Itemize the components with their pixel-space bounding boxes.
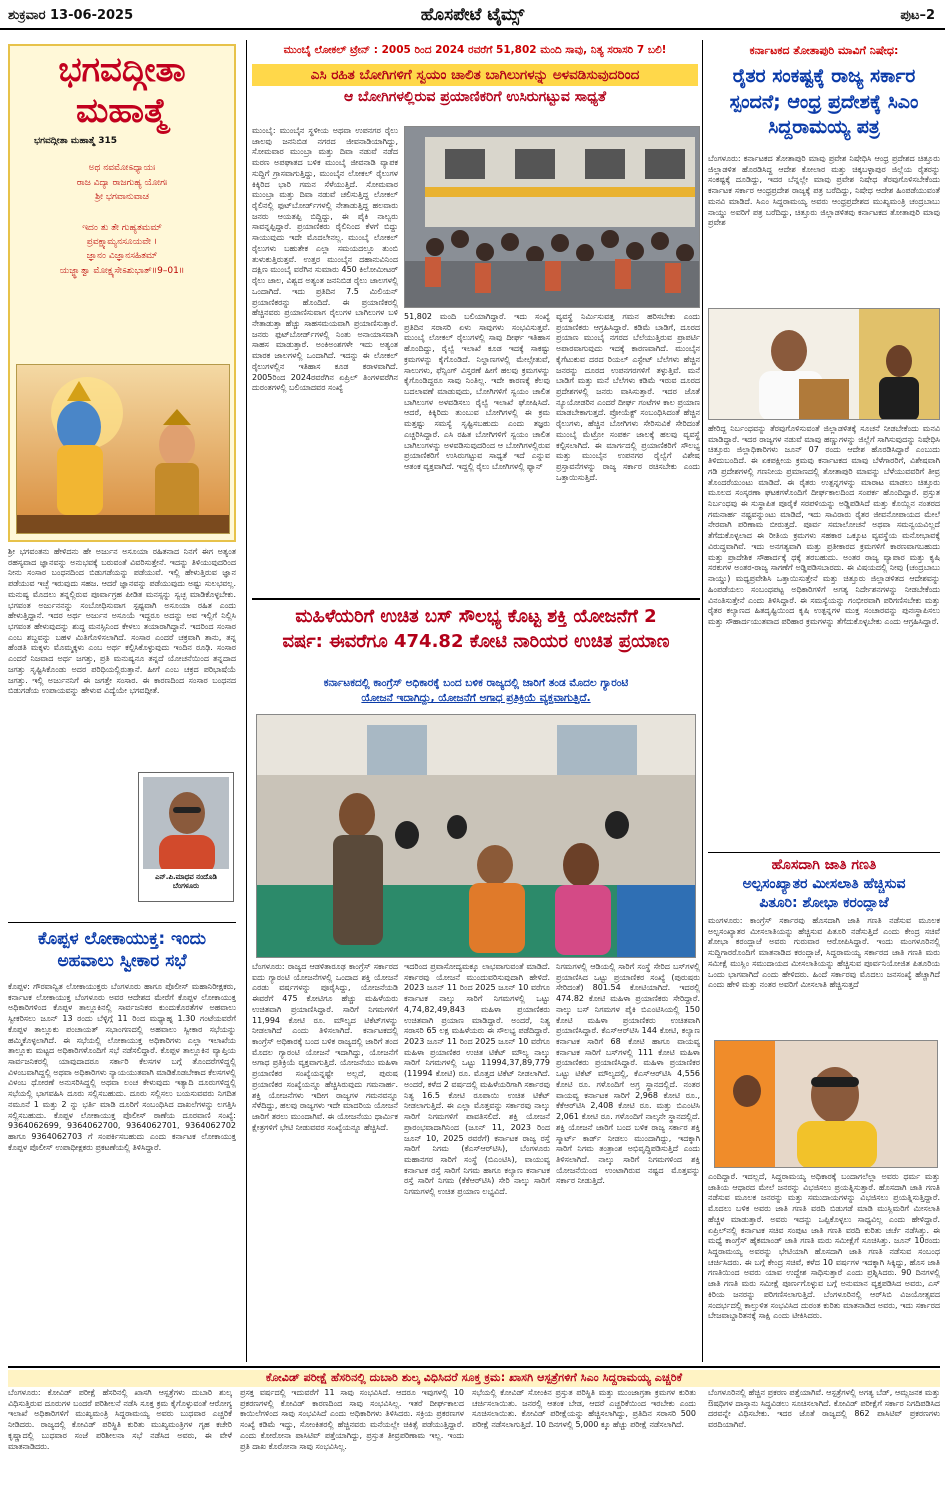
caste-body-top: ಮಂಗಳೂರು: ಕಾಂಗ್ರೆಸ್ ಸರ್ಕಾರವು ಹೊಸದಾಗಿ ಜಾತಿ ಗಣತಿ ನಡೆಸುವ ಮೂಲಕ ಅಲ್ಪಸಂಖ್ಯಾತರ ಮೀಸಲಾತಿಯನ್ನು ಹೆಚ್ಚಿಸುವ ಪಿತೂರಿ ನಡೆಸುತ್ತಿದೆ ಎಂದು ಕೇಂದ್ರ ಸಚಿವೆ ಶೋಭಾ ಕರಂದ್ಲಾಜೆ ಅವರು ಗುರುವಾರ ಆರೋಪಿಸಿದ್ದಾರೆ. ಇಂದು ಮಂಗಳೂರಿನಲ್ಲಿ ಸುದ್ದಿಗಾರರೊಂದಿಗೆ ಮಾತನಾಡಿದ ಕರಂದ್ಲಾಜೆ, ಸಿದ್ದರಾಮಯ್ಯ ಸರ್ಕಾರದ ಜಾತಿ ಗಣತಿ ಮರು ಸಮೀಕ್ಷೆ ಮುಸ್ಲಿಂ ಸಮುದಾಯದ ಮೀಸಲಾತಿಯನ್ನು ಹೆಚ್ಚಿಸುವ ಪೂರ್ವನಿಯೋಜಿತ ಪಿತೂರಿಯ ಒಂದು ಭಾಗವಾಗಿದೆ ಎಂದು ಹೇಳಿದರು. ಹಿಂದೆ ಸರ್ಕಾರವು ಮೊದಲು ಜನಸಂಖ್ಯೆ ಹೆಚ್ಚಾಗಿದೆ ಎಂದು ಹೇಳಿ ಮತ್ತು ನಂತರ ಅವರಿಗೆ ಮೀಸಲಾತಿ ಹೆಚ್ಚಿಸುತ್ತದೆ	[708, 916, 940, 990]
mango-headline: ರೈತರ ಸಂಕಷ್ಟಕ್ಕೆ ರಾಜ್ಯ ಸರ್ಕಾರ ಸ್ಪಂದನೆ; ಆಂಧ್ರ ಪ್ರದೇಶಕ್ಕೆ ಸಿಎಂ ಸಿದ್ದರಾಮಯ್ಯ ಪತ್ರ	[729, 65, 919, 139]
divider	[252, 598, 700, 600]
covid-col4: ಬೆಂಗಳೂರಿನಲ್ಲಿ ಹೆಚ್ಚಿನ ಪ್ರಕರಣ ಪತ್ತೆಯಾಗಿವೆ. ಆಸ್ಪತ್ರೆಗಳಲ್ಲಿ ಅಗತ್ಯ ಬೆಡ್, ಆಮ್ಲಜನಕ ಮತ್ತು ಔಷಧಿಗಳ ದಾಸ್ತಾನು ಸಿದ್ಧವಿಡಲು ಸೂಚಿಸಲಾಗಿದೆ. ಕೋವಿಡ್ ಪರೀಕ್ಷೆಗೆ ಸರ್ಕಾರ ನಿಗದಿಪಡಿಸಿದ ದರವನ್ನೇ ವಿಧಿಸಬೇಕು. ಇದರ ಜೊತೆ ರಾಜ್ಯದಲ್ಲಿ 862 ಪಾಸಿಟಿವ್ ಪ್ರಕರಣಗಳು ವರದಿಯಾಗಿವೆ.	[708, 1388, 940, 1430]
gita-serial: ಭಗವದ್ಗೀತಾ ಮಹಾತ್ಮೆ 315	[34, 135, 118, 146]
gita-title: ಭಗವದ್ಗೀತಾ ಮಹಾತ್ಮೆ	[58, 50, 186, 131]
column-rule	[246, 40, 247, 1362]
gita-body: ಶ್ರೀ ಭಗವಂತನು ಹೇಳಿದನು ಹೇ ಅರ್ಜುನ ಅಸೂಯಾ ರಹಿತನಾದ ನಿನಗೆ ಈಗ ಅತ್ಯಂತ ರಹಸ್ಯವಾದ ಜ್ಞಾನವನ್ನು ಅನುಭವಕ್ಕೆ ಬರುವಂತೆ ವಿವರಿಸುತ್ತೇನೆ. ಇದನ್ನು ತಿಳಿಯುವುದರಿಂದ ನೀನು ಸಂಸಾರ ಬಂಧನದಿಂದ ಬಿಡುಗಡೆಯನ್ನು ಪಡೆಯುವೆ. ಇಲ್ಲಿ ಹೇಳುತ್ತಿರುವ ಜ್ಞಾನ ಪಡೆಯುವ ಇಚ್ಛೆ ಇರುವುದು ಸಹಜ. ಆದರೆ ಜ್ಞಾನವನ್ನು ಪಡೆಯುವುದು ಅಷ್ಟು ಸುಲಭವಲ್ಲ. ಮನುಷ್ಯ ಮೊದಲು ತನ್ನಲ್ಲಿರುವ ಪೂರ್ವಾಗ್ರಹ ಪೀಡಿತ ಮನಸ್ಸನ್ನು ಸ್ವಚ್ಛ ಮಾಡಿಕೊಳ್ಳಬೇಕು. ಭಗವಂತ ಅರ್ಜುನನನ್ನು ಸಂಬೋಧಿಸುವಾಗ ಸ್ಪಷ್ಟವಾಗಿ ಅಸೂಯಾ ರಹಿತ ಎಂದು ಹೇಳುತ್ತಿದ್ದಾನೆ. ಇದರ ಅರ್ಥ ಅರ್ಜುನ ಅಸೂಯೆ ಇದ್ದರೂ ಅದನ್ನು ಅವ ಇಲ್ಲಿಗೆ ನಿಲ್ಲಿಸಿ ಭಗವಂತ ಹೇಳುವುದನ್ನು ಶುದ್ಧ ಮನಸ್ಸಿನಿಂದ ಕೇಳಲು ತಯಾರಾಗಿದ್ದಾನೆ. ಇದರಿಂದ ಸಂಸಾರ ಎಂಬ ಶಬ್ದವನ್ನು ಬಹಳ ಮಿತಿಗೊಳಿಸಲಾಗಿದೆ. ಸಂಸಾರ ಎಂದರೆ ಚಕ್ರವಾಗಿ ತಾನು, ತನ್ನ ಹೆಂಡತಿ ಮಕ್ಕಳು ಮೊಮ್ಮಕ್ಕಳು ಎಂಬ ಅರ್ಥ ಕಲ್ಪಿಸಿಕೊಳ್ಳುವುದು ಇಂದಿನ ರೂಢಿ. ಸಂಸಾರ ಎಂದರೆ ನಿಜವಾದ ಅರ್ಥ ಜಗತ್ತು, ಪ್ರತಿ ಮನುಷ್ಯನೂ ತನ್ನದೆ ಯೋಚನೆಯಿಂದ ತನ್ನದಾದ ಜಗತ್ತು ಸೃಷ್ಟಿಸಿಕೊಂಡು ಅದರ ಪರಿಧಿಯಲ್ಲಿರುತ್ತಾನೆ. ಹೀಗೆ ಎಂಬ ಚಕ್ರದ ಪರಿಭಾಷೆಯೆ ಜಗತ್ತು. ಇಲ್ಲಿ ಅರ್ಜುನನಿಗೆ ಈ ಜಗತ್ತೇ ಸಂಸಾರ. ಈ ಕಾರಣದಿಂದ ಸಂಸಾರ ಬಂಧನದ ಬಿಡುಗಡೆಯ ಉಪಾಯವನ್ನು ಹೇಳುವ ವಿದ್ಯೆಯೇ ಭಗವದ್ಗೀತೆ.	[8, 547, 236, 696]
mango-body-top: ಬೆಂಗಳೂರು: ಕರ್ನಾಟಕದ ತೋತಾಪುರಿ ಮಾವು ಪ್ರವೇಶ ನಿಷೇಧಿಸಿ ಆಂಧ್ರ ಪ್ರದೇಶದ ಚಿತ್ತೂರು ಜಿಲ್ಲಾಡಳಿತ ಹೊರಡಿಸಿದ್ದ ಆದೇಶ ಕೋಲಾರ ಮತ್ತು ಚಿಕ್ಕಬಳ್ಳಾಪುರ ಜಿಲ್ಲೆಯ ರೈತರನ್ನು ಸಂಕಷ್ಟಕ್ಕೆ ದೂಡಿದ್ದು, ಇದರ ಬೆನ್ನಲ್ಲೇ ಮಾವು ಪ್ರವೇಶ ನಿಷೇಧ ತೆರವುಗೊಳಿಸಬೇಕೆಂದು ಕರ್ನಾಟಕ ಸರ್ಕಾರ ಆಂಧ್ರಪ್ರದೇಶ ರಾಜ್ಯಕ್ಕೆ ಪತ್ರ ಬರೆದಿದ್ದು, ನಿಷೇಧ ಆದೇಶ ಹಿಂಪಡೆಯುವಂತೆ ಮನವಿ ಮಾಡಿದೆ. ಸಿಎಂ ಸಿದ್ದರಾಮಯ್ಯ ಅವರು ಆಂಧ್ರಪ್ರದೇಶದ ಮುಖ್ಯಮಂತ್ರಿ ಚಂದ್ರಬಾಬು ನಾಯ್ಡು ಅವರಿಗೆ ಪತ್ರ ಬರೆದಿದ್ದು, ಚಿತ್ತೂರು ಜಿಲ್ಲಾಡಳಿತವು ಕರ್ನಾಟಕದ ತೋತಾಪುರಿ ಮಾವು ಪ್ರವೇಶ	[708, 154, 940, 228]
mango-kicker: ಕರ್ನಾಟಕದ ತೋತಾಪುರಿ ಮಾವಿಗೆ ನಿಷೇಧ:	[749, 44, 899, 57]
covid-col2: ಪ್ರಸಕ್ತ ವರ್ಷದಲ್ಲಿ ಇದುವರೆಗೆ 11 ಸಾವು ಸಂಭವಿಸಿದೆ. ಆದರೂ ಇವುಗಳಲ್ಲಿ 10 ಪ್ರಕರಣಗಳಲ್ಲಿ ಕೋವಿಡ್ ಕಾರಣದಿಂದ ಸಾವು ಸಂಭವಿಸಿಲ್ಲ. ಇತರೆ ದೀರ್ಘಕಾಲದ ಕಾಯಿಲೆಗಳಿಂದ ಸಾವು ಸಂಭವಿಸಿದೆ ಎಂದು ಅಧಿಕಾರಿಗಳು ತಿಳಿಸಿದರು. ಸಕ್ರಿಯ ಪ್ರಕರಣಗಳ ಸಂಖ್ಯೆ ಕಡಿಮೆ ಇದ್ದು, ಸೋಂಕಿತರಲ್ಲಿ ಹೆಚ್ಚಿನವರು ಮನೆಯಲ್ಲೇ ಚಿಕಿತ್ಸೆ ಪಡೆಯುತ್ತಿದ್ದಾರೆ. ಎಂದು ಕೋರೋನಾ ಪಾಸಿಟಿವ್ ಪತ್ತೆಯಾಗಿದ್ದು, ಪ್ರಸ್ತುತ ತೀವ್ರಪರಿಣಾಮ ಇಲ್ಲ. ಇಂದು ಪ್ರತಿ ದಾಖ ಕೊರೋನಾ ಸಾವು ಸಂಭವಿಸಿಲ್ಲ.	[240, 1388, 464, 1451]
covid-headline: ಕೋವಿಡ್ ಪರೀಕ್ಷೆ ಹೆಸರಿನಲ್ಲಿ ದುಬಾರಿ ಶುಲ್ಕ ವಿಧಿಸಿದರೆ ಸೂಕ್ತ ಕ್ರಮ: ಖಾಸಗಿ ಆಸ್ಪತ್ರೆಗಳಿಗೆ ಸಿಎಂ ಸಿದ್ದರಾಮಯ್ಯ ಎಚ್ಚರಿಕೆ	[8, 1370, 940, 1387]
bus-headline: ಮಹಿಳೆಯರಿಗೆ ಉಚಿತ ಬಸ್ ಸೌಲಭ್ಯ ಕೊಟ್ಟ ಶಕ್ತಿ ಯೋಜನೆಗೆ 2 ವರ್ಷ: ಈವರೆಗೂ 474.82 ಕೋಟಿ ನಾರಿಯರ ಉಚಿತ ಪ್ರಯಾಣ	[282, 606, 670, 653]
divider	[708, 852, 940, 853]
bus-deck: ಕರ್ನಾಟಕದಲ್ಲಿ ಕಾಂಗ್ರೆಸ್ ಅಧಿಕಾರಕ್ಕೆ ಬಂದ ಬಳಿಕ ರಾಜ್ಯದಲ್ಲಿ ಜಾರಿಗೆ ತಂಡ ಮೊದಲ ಗ್ಯಾರಂಟಿ ಯೋಜನೆ ಇದಾಗಿದ್ದು, ಯೋಜನೆಗೆ ಅಗಾಧ ಪ್ರತಿಕ್ರಿಯೆ ವ್ಯಕ್ತವಾಗುತ್ತಿದೆ.	[323, 677, 629, 705]
edition-date: ಶುಕ್ರವಾರ 13-06-2025	[8, 8, 134, 23]
author-name: ಎನ್.ಪಿ.ಮಾಧವ ನಂದೊಡಿ	[155, 873, 217, 881]
shobha-karandlaje-photo	[714, 1040, 938, 1168]
masthead	[0, 0, 945, 30]
author-box	[138, 772, 234, 902]
bus-col2: ಇದರಿಂದ ಪ್ರವಾಸೋದ್ಯಮಕ್ಕೂ ಲಾಭವಾಗುವಂತೆ ಮಾಡಿದೆ. ಸರ್ಕಾರವು ಯೋಜನೆ ಮುಂದುವರಿಸುವುದಾಗಿ ಹೇಳಿದೆ. 2023 ಜೂನ್ 11 ರಿಂದ 2025 ಜೂನ್ 10 ವರೆಗೂ ಕರ್ನಾಟಕ ನಾಲ್ಕು ಸಾರಿಗೆ ನಿಗಮಗಳಲ್ಲಿ ಒಟ್ಟು 4,74,82,49,843 ಮಹಿಳಾ ಪ್ರಯಾಣಿಕರು ಉಚಿತವಾಗಿ ಪ್ರಯಾಣ ಮಾಡಿದ್ದಾರೆ. ಅಂದರೆ, ನಿತ್ಯ ಸರಾಸರಿ 65 ಲಕ್ಷ ಮಹಿಳೆಯರು ಈ ಸೌಲಭ್ಯ ಪಡೆದಿದ್ದಾರೆ. 2023 ಜೂನ್ 11 ರಿಂದ 2025 ಜೂನ್ 10 ವರೆಗೂ ಮಹಿಳಾ ಪ್ರಯಾಣಿಕರ ಉಚಿತ ಟಿಕೆಟ್ ಮೌಲ್ಯ ನಾಲ್ಕು ಸಾರಿಗೆ ನಿಗಮಗಳಲ್ಲಿ ಒಟ್ಟು 11994,37,89,779 (11994 ಕೋಟಿ) ರೂ. ಮೊತ್ತದ ಟಿಕೆಟ್ ನೀಡಲಾಗಿದೆ. ಅಂದರೆ, ಕಳೆದ 2 ವರ್ಷದಲ್ಲಿ ಮಹಿಳೆಯರಿಗಾಗಿ ಸರ್ಕಾರವು ನಿತ್ಯ 16.5 ಕೋಟಿ ರೂಪಾಯಿ ಉಚಿತ ಟಿಕೆಟ್ ನೀಡಲಾಗುತ್ತಿದೆ. ಈ ಎಲ್ಲಾ ಮೊತ್ತವನ್ನು ಸರ್ಕಾರವು ನಾಲ್ಕು ಸಾರಿಗೆ ನಿಗಮಗಳಿಗೆ ಪಾವತಿಸಲಿದೆ. ಶಕ್ತಿ ಯೋಜನೆ ಪ್ರಾರಂಭವಾದಾಗಿನಿಂದ (ಜೂನ್ 11, 2023 ರಿಂದ ಜೂನ್ 10, 2025 ರವರೆಗೆ) ಕರ್ನಾಟಕ ರಾಜ್ಯ ರಸ್ತೆ ಸಾರಿಗೆ ನಿಗಮ (ಕೆಎಸ್‌ಆರ್‌ಟಿಸಿ), ಬೆಂಗಳೂರು ಮಹಾನಗರ ಸಾರಿಗೆ ಸಂಸ್ಥೆ (ಬಿಎಂಟಿಸಿ), ವಾಯುವ್ಯ ಕರ್ನಾಟಕ ರಸ್ತೆ ಸಾರಿಗೆ ನಿಗಮ ಹಾಗೂ ಕಲ್ಯಾಣ ಕರ್ನಾಟಕ ರಸ್ತೆ ಸಾರಿಗೆ ನಿಗಮ (ಕೆಕೆಆರ್‌ಟಿಸಿ) ಸೇರಿ ನಾಲ್ಕು ಸಾರಿಗೆ ನಿಗಮಗಳಲ್ಲಿ ಉಚಿತ ಪ್ರಯಾಣ ಲಭ್ಯವಿದೆ.	[404, 962, 550, 1197]
mumbai-col1: ಮುಂಬೈ: ಮುಂಬೈನ ಸ್ಥಳೀಯ ಅಥವಾ ಉಪನಗರ ರೈಲು ಜಾಲವು ಜನನಿಬಿಡ ನಗರದ ಜೀವನಾಡಿಯಾಗಿದ್ದು, ಸೋಮವಾರ ಮುಂಬ್ರಾ ಮತ್ತು ದಿವಾ ನಡುವೆ ನಡೆದ ಮರಣ ಅಪಘಾತದ ಬಳಿಕ ಮುಂಬೈ ಜೀವನಾಡಿ ವ್ಯಾಪಕ ಸುದ್ದಿಗೆ ಗ್ರಾಸವಾಗುತ್ತಿದ್ದು, ಮುಂಬೈನ ಲೋಕಲ್ ರೈಲುಗಳ ಕಿಕ್ಕಿರಿದ ಭಾರಿ ಗಮನ ಸೆಳೆಯುತ್ತಿದೆ. ಸೋಮವಾರ ಮುಂಬ್ರಾ ಮತ್ತು ದಿವಾ ನಡುವೆ ಚಲಿಸುತ್ತಿದ್ದ ಲೋಕಲ್ ರೈಲಿನಲ್ಲಿ ಫುಟ್‌ಬೋರ್ಡ್‌ಗಳಲ್ಲಿ ನೇತಾಡುತ್ತಿದ್ದ ಹಲವಾರು ಜನರು ಆಯತಪ್ಪಿ ಬಿದ್ದಿದ್ದು, ಈ ಪೈಕಿ ನಾಲ್ವರು ಸಾವನ್ನಪ್ಪಿದ್ದಾರೆ. ಪ್ರಯಾಣಿಕರು ರೈಲಿನಿಂದ ಕೆಳಗೆ ಬಿದ್ದು ಸಾಯುವುದು ಇದೇ ಮೊದಲೇನಲ್ಲ. ಮುಂಬೈ ಲೋಕಲ್ ರೈಲುಗಳು ಬಹುತೇಕ ಎಲ್ಲಾ ಸಮಯದಲ್ಲೂ ತುಂಬಿ ತುಳುಕುತ್ತಿರುತ್ತವೆ. ಉತ್ತರ ಮುಂಬೈನ ದಹಾನುವಿನಿಂದ ದಕ್ಷಿಣ ಮುಂಬೈ ವರೆಗಿನ ಸುಮಾರು 450 ಕಿಲೋಮೀಟರ್ ರೈಲು ಜಾಲ, ವಿಶ್ವದ ಅತ್ಯಂತ ಜನನಿಬಿಡ ರೈಲು ಜಾಲಗಳಲ್ಲಿ ಒಂದಾಗಿದೆ. ಇದು ಪ್ರತಿದಿನ 7.5 ಮಿಲಿಯನ್ ಪ್ರಯಾಣಿಕರನ್ನು ಹೊಂದಿದೆ. ಈ ಪ್ರಯಾಣಿಕರಲ್ಲಿ ಹೆಚ್ಚಿನವರು ಪ್ರಯಾಣಿಸುವಾಗ ರೈಲುಗಳ ಬಾಗಿಲುಗಳ ಬಳಿ ನೇತಾಡುತ್ತಾ ಹೆಚ್ಚು ಸಾಹಸಮಯವಾಗಿ ಪ್ರಯಾಣಿಸುತ್ತಾರೆ. ಜನರು ಫುಟ್‌ಬೋರ್ಡ್‌ಗಳಲ್ಲಿ ನಿಂತು ಅನಾಯಾಸವಾಗಿ ಸಾಹಸ ಮಾಡುತ್ತಾರೆ. ಅಂಕಿಅಂಶಗಳೇ ಇದು ಅತ್ಯಂತ ಮಾರಕ ಜಾಲಗಳಲ್ಲಿ ಒಂದಾಗಿದೆ. ಇದನ್ನು ಈ ಲೋಕಲ್ ರೈಲುಗಳಲ್ಲಿನ ಇತಿಹಾಸ ಕೂಡ ಕರಾಳವಾಗಿದೆ. 2005ರಿಂದ 2024ರವರೆಗಿನ ಏಪ್ರಿಲ್ ತಿಂಗಳವರೆಗಿನ ದುರಂತಗಳಲ್ಲಿ ಬಲಿಯಾದವರ ಸಂಖ್ಯೆ	[252, 126, 398, 393]
divider	[8, 922, 236, 923]
author-place: ಬೆಂಗಳೂರು	[172, 882, 200, 891]
column-rule	[702, 40, 703, 1362]
bus-passengers-photo	[256, 714, 696, 958]
newspaper-title: ಹೊಸಪೇಟೆ ಟೈಮ್ಸ್	[420, 5, 525, 25]
koppal-body: ಕೊಪ್ಪಳ: ಗೌರವಾನ್ವಿತ ಲೋಕಾಯುಕ್ತರು ಬೆಂಗಳೂರು ಹಾಗೂ ಪೊಲೀಸ್ ಮಹಾನಿರೀಕ್ಷಕರು, ಕರ್ನಾಟಕ ಲೋಕಾಯುಕ್ತ ಬೆಂಗಳೂರು ಅವರ ಆದೇಶದ ಮೇರೆಗೆ ಕೊಪ್ಪಳ ಲೋಕಾಯುಕ್ತ ಅಧಿಕಾರಿಗಳಿಂದ ಕೊಪ್ಪಳ ತಾಲ್ಲೂಕಿನಲ್ಲಿ ಸಾರ್ವಜನಿಕರ ಕುಂದುಕೊರತೆಗಳ ಅಹವಾಲು ಸ್ವೀಕರಿಸಲು ಜೂನ್ 13 ರಂದು ಬೆಳ್ಳಿಗ್ಗೆ 11 ರಿಂದ ಮಧ್ಯಾಹ್ನ 1.30 ಗಂಟೆಯವರೆಗೆ ಕೊಪ್ಪಳ ತಾಲ್ಲೂಕು ಪಂಚಾಯತ್ ಸಭಾಂಗಣದಲ್ಲಿ ಅಹವಾಲು ಸ್ವೀಕಾರ ಸಭೆಯನ್ನು ಹಮ್ಮಿಕೊಳ್ಳಲಾಗಿದೆ. ಈ ಸಭೆಯಲ್ಲಿ ಲೋಕಾಯುಕ್ತ ಅಧಿಕಾರಿಗಳು ಎಲ್ಲಾ ಇಲಾಖೆಯ ತಾಲ್ಲೂಕು ಮಟ್ಟದ ಅಧಿಕಾರಿಗಳೊಂದಿಗೆ ಸಭೆ ನಡೆಸಲಿದ್ದಾರೆ. ಕೊಪ್ಪಳ ತಾಲ್ಲೂಕಿನ ವ್ಯಾಪ್ತಿಯ ಸಾರ್ವಜನಿಕರಲ್ಲಿ ಯಾವುದಾದರೂ ಸರ್ಕಾರಿ ಕೆಲಸಗಳ ಬಗ್ಗೆ ತೊಂದರೆಗಳಿದ್ದಲ್ಲಿ ವಿಳಂಬವಾಗಿದ್ದಲ್ಲಿ ಅಥವಾ ಅಧಿಕಾರಿಗಳು ನ್ಯಾಯಯುತವಾಗಿ ಮಾಡಿಕೊಡಬೇಕಾದ ಕೆಲಸಗಳಲ್ಲಿ ವಿಳಂಬ ಧೋರಣೆ ಅನುಸರಿಸಿದ್ದಲ್ಲಿ ಅಥವಾ ಲಂಚ ಕೇಳುವುದು ಇತ್ಯಾದಿ ದೂರುಗಳಿದ್ದಲ್ಲಿ ಸಭೆಯಲ್ಲಿ ಭಾಗವಹಿಸಿ ದೂರು ಸಲ್ಲಿಸಬಹುದು. ದೂರು ಸಲ್ಲಿಸಲು ಬಯಸುವವರು ನಿಗದಿತ ನಮೂನೆ 1 ಮತ್ತು 2 ನ್ನು ಭರ್ತಿ ಮಾಡಿ ದೂರಿಗೆ ಸಂಬಂಧಿಸಿದ ದಾಖಲೆಗಳನ್ನು ಲಗತ್ತಿಸಿ ಸಲ್ಲಿಸಬಹುದು. ಕೊಪ್ಪಳ ಲೋಕಾಯುಕ್ತ ಪೊಲೀಸ್ ಠಾಣೆಯ ದೂರವಾಣಿ ಸಂಖ್ಯೆ: 9364062699, 9364062700, 9364062701, 9364062702 ಹಾಗೂ 9364062703 ಗೆ ಸಂಪರ್ಕಿಸಬಹುದು ಎಂದು ಕರ್ನಾಟಕ ಲೋಕಾಯುಕ್ತ ಕೊಪ್ಪಳ ಪೊಲೀಸ್ ಉಪಾಧೀಕ್ಷಕರು ಪ್ರಕಟಣೆಯಲ್ಲಿ ತಿಳಿಸಿದ್ದಾರೆ.	[8, 982, 236, 1152]
mumbai-col3: ವ್ಯವಸ್ಥೆ ನಿರ್ಮಿಸುವತ್ತ ಗಮನ ಹರಿಸಬೇಕು ಎಂದು ಪ್ರಯಾಣಿಕರು ಆಗ್ರಹಿಸಿದ್ದಾರೆ. ಕಡಿಮೆ ಬಾಡಿಗೆ, ದೂರದ ಪ್ರಯಾಣ ಮುಂಬೈ ನಗರದ ಬೆಲೆಯುತ್ತಿರುವ ಪ್ರಾಪರ್ಟಿ ಅಪಾರವಾಗುವುದು ಇದಕ್ಕೆ ಕಾರಣವಾಗಿದೆ. ಮುಂಬೈನ ಕೈಗೆಟುಕುವ ದರದ ರಿಯಲ್ ಎಸ್ಟೇಟ್ ಬೆಲೆಗಳು ಹೆಚ್ಚಿನ ಜನರನ್ನು ದೂರದ ಉಪನಗರಗಳಿಗೆ ತಳ್ಳುತ್ತಿವೆ. ಮನೆ ಬಾಡಿಗೆ ಮತ್ತು ಮನೆ ಬೆಲೆಗಳು ಕಡಿಮೆ ಇರುವ ದೂರದ ಪ್ರದೇಶಗಳಲ್ಲಿ ಜನರು ವಾಸಿಸುತ್ತಾರೆ. ಇದರ ಜೊತೆ ನ್ಯೂಯೋಡರಿನ ಎಂದರೆ ದೀರ್ಘ ಗಂಟೆಗಳ ಕಾಲ ಪ್ರಯಾಣ ಮಾಡಬೇಕಾಗುತ್ತದೆ. ಪ್ರೋಯೆಕ್ಟ್ ಸಂಬಂಧಿಸಿದಂತೆ ಹೆಚ್ಚಿನ ರೈಲುಗಳು, ಹೆಚ್ಚಿನ ಬೋಗಿಗಳು ಸೇರಿಸುವಿಕೆ ಸೇರಿದಂತೆ ಮುಂಬೈ ಮೆಟ್ರೋ ಸಂಪರ್ಕ ಜಾಲಕ್ಕೆ ಹಲವು ವ್ಯವಸ್ಥೆ ಕಲ್ಪಿಸಲಾಗಿದೆ. ಈ ಮಾರ್ಗದಲ್ಲಿ ಪ್ರಯಾಣಿಕರಿಗೆ ಸೌಲಭ್ಯ ಮತ್ತು ಮುಂಬೈನ ಉಪನಗರ ರೈಲ್ವೆಗೆ ವಿಶೇಷ ಪ್ರಸ್ತಾವನೆಗಳನ್ನು ರಾಜ್ಯ ಸರ್ಕಾರ ರಚಿಸಬೇಕು ಎಂದು ಒತ್ತಾಯಿಸುತ್ತಿದೆ.	[556, 312, 700, 482]
divider	[8, 1366, 940, 1368]
mumbai-train-photo	[404, 126, 700, 308]
mumbai-kicker: ಮುಂಬೈ ಲೋಕಲ್ ಟ್ರೇನ್ : 2005 ರಿಂದ 2024 ರವರೆಗೆ 51,802 ಮಂದಿ ಸಾವು, ನಿತ್ಯ ಸರಾಸರಿ 7 ಬಲಿ!	[283, 44, 667, 56]
koppal-headline: ಕೊಪ್ಪಳ ಲೋಕಾಯುಕ್ತ: ಇಂದು ಅಹವಾಲು ಸ್ವೀಕಾರ ಸಭೆ	[37, 929, 206, 972]
mango-body-bottom: ಹೇರಿದ್ದ ನಿರ್ಬಂಧವನ್ನು ತೆರವುಗೊಳಿಸುವಂತೆ ಜಿಲ್ಲಾಡಳಿತಕ್ಕೆ ಸೂಚನೆ ನೀಡಬೇಕೆಂದು ಮನವಿ ಮಾಡಿದ್ದಾರೆ. ಇದರ ರಾಜ್ಯಗಳ ನಡುವೆ ಮಾವು ಹಣ್ಣುಗಳನ್ನು ಜಿಲ್ಲೆಗೆ ಸಾಗಿಸುವುದನ್ನು ನಿಷೇಧಿಸಿ ಚಿತ್ತೂರು ಜಿಲ್ಲಾಧಿಕಾರಿಗಳು ಜೂನ್ 07 ರಂದು ಆದೇಶ ಹೊರಡಿಸಿದ್ದಾರೆ ಎಂಬುದು ತಿಳಿದುಬಂದಿದೆ. ಈ ಏಕಪಕ್ಷೀಯ ಕ್ರಮವು ಕರ್ನಾಟಕದ ಮಾವು ಬೆಳೆಗಾರರಿಗೆ, ವಿಶೇಷವಾಗಿ ಗಡಿ ಪ್ರದೇಶಗಳಲ್ಲಿ ಗಣನೀಯ ಪ್ರಮಾಣದಲ್ಲಿ ತೋತಾಪುರಿ ಮಾವನ್ನು ಬೆಳೆಯುವವರಿಗೆ ತೀವ್ರ ತೊಂದರೆಯುಂಟು ಮಾಡಿದೆ. ಈ ರೈತರು ಉತ್ಪನ್ನಗಳನ್ನು ಮಾರಾಟ ಮಾಡಲು ಚಿತ್ತೂರು ಮೂಲದ ಸಂಸ್ಕರಣಾ ಘಟಕಗಳೊಂದಿಗೆ ದೀರ್ಘಕಾಲದಿಂದ ಸಂಪರ್ಕ ಹೊಂದಿದ್ದಾರೆ. ಪ್ರಸ್ತುತ ನಿರ್ಬಂಧವು ಈ ಸುಸ್ಥಾಪಿತ ಪೂರೈಕೆ ಸರಪಳಿಯನ್ನು ಅಡ್ಡಿಪಡಿಸಿದೆ ಮತ್ತು ಕೊಯ್ಲಿನ ನಂತರದ ಗಮನಾರ್ಹ ನಷ್ಟವನ್ನುಂಟು ಮಾಡಿದೆ, ಇದು ಸಾವಿರಾರು ರೈತರ ಜೀವನೋಪಾಯದ ಮೇಲೆ ನೇರವಾಗಿ ಪರಿಣಾಮ ಬೀರುತ್ತದೆ. ಪೂರ್ವ ಸಮಾಲೋಚನೆ ಅಥವಾ ಸಮನ್ವಯವಿಲ್ಲದೆ ತೆಗೆದುಕೊಳ್ಳಲಾದ ಈ ರೀತಿಯ ಕ್ರಮಗಳು ಸಹಕಾರ ಒಕ್ಕೂಟ ವ್ಯವಸ್ಥೆಯ ಮನೋಭಾವಕ್ಕೆ ವಿರುದ್ಧವಾಗಿವೆ. ಇದು ಅನಗತ್ಯವಾಗಿ ಮತ್ತು ಪ್ರತೀಕಾರದ ಕ್ರಮಗಳಿಗೆ ಕಾರಣವಾಗಬಹುದು ಮತ್ತು ಪ್ರಾದೇಶಿಕ ಸೌಹಾರ್ದಕ್ಕೆ ಧಕ್ಕೆ ತರಬಹುದು. ಅಂತರ ರಾಜ್ಯ ವ್ಯಾಪಾರ ಮತ್ತು ಕೃಷಿ ಸರಕುಗಳ ಅಂತರ-ರಾಜ್ಯ ಸಾಗಣೆಗೆ ಅಡ್ಡಿಪಡಿಸಬಾರದು. ಈ ವಿಷಯದಲ್ಲಿ ನೀವು (ಚಂದ್ರಬಾಬು ನಾಯ್ಡು) ಮಧ್ಯಪ್ರವೇಶಿಸಿ ಒತ್ತಾಯಿಸುತ್ತೇನೆ ಮತ್ತು ಚಿತ್ತೂರು ಜಿಲ್ಲಾಡಳಿತದ ಆದೇಶವನ್ನು ಹಿಂಪಡೆಯಲು ಸಂಬಂಧಪಟ್ಟ ಅಧಿಕಾರಿಗಳಿಗೆ ಅಗತ್ಯ ನಿರ್ದೇಶನಗಳನ್ನು ನೀಡಬೇಕೆಂದು ವಿನಂತಿಸುತ್ತೇನೆ ಎಂದು ತಿಳಿಸಿದ್ದಾರೆ. ಈ ಸಮಸ್ಯೆಯನ್ನು ಗಂಭೀರವಾಗಿ ಪರಿಗಣಿಸಬೇಕು ಮತ್ತು ರೈತರ ಕಲ್ಯಾಣದ ಹಿತದೃಷ್ಟಿಯಿಂದ ಕೃಷಿ ಉತ್ಪನ್ನಗಳ ಮುಕ್ತ ಸಂಚಾರವನ್ನು ಪುನಃಸ್ಥಾಪಿಸಲು ಮತ್ತು ಸೌಹಾರ್ದಯುತವಾದ ಪರಿಹಾರ ಕ್ರಮಗಳನ್ನು ತೆಗೆದುಕೊಳ್ಳಬೇಕು ಎಂದು ಆಗ್ರಹಿಸಿದ್ದಾರೆ.	[708, 424, 940, 626]
author-photo	[143, 777, 229, 869]
covid-col1: ಬೆಂಗಳೂರು: ಕೋವಿಡ್ ಪರೀಕ್ಷೆ ಹೆಸರಿನಲ್ಲಿ ಖಾಸಗಿ ಆಸ್ಪತ್ರೆಗಳು ದುಬಾರಿ ಶುಲ್ಕ ವಿಧಿಸುತ್ತಿರುವ ದೂರುಗಳ ಬಂದರೆ ಪರಿಶೀಲನೆ ನಡೆಸಿ ಸೂಕ್ತ ಕ್ರಮ ಕೈಗೊಳ್ಳುವಂತೆ ಆರೋಗ್ಯ ಇಲಾಖೆ ಅಧಿಕಾರಿಗಳಿಗೆ ಮುಖ್ಯಮಂತ್ರಿ ಸಿದ್ದರಾಮಯ್ಯ ಅವರು ಬುಧವಾರ ಎಚ್ಚರಿಕೆ ನೀಡಿದರು. ರಾಜ್ಯದಲ್ಲಿ ಕೋವಿಡ್ ಪರಿಸ್ಥಿತಿ ಕುರಿತು ಮುಖ್ಯಮಂತ್ರಿಗಳ ಗೃಹ ಕಚೇರಿ ಕೃಷ್ಣಾದಲ್ಲಿ ಬುಧವಾರ ಸಂಜೆ ಪರಿಶೀಲನಾ ಸಭೆ ನಡೆಸಿದ ಅವರು, ಈ ವೇಳೆ ಮಾತನಾಡಿದರು.	[8, 1388, 232, 1451]
gita-box	[8, 44, 236, 542]
krishna-arjuna-illustration	[16, 364, 230, 534]
bus-col3: ನಿಗಮಗಳಲ್ಲಿ ಆಡಿಯಲ್ಲಿ ಸಾರಿಗೆ ಸಂಸ್ಥೆ ಸೇರಿದ ಬಸ್‌ಗಳಲ್ಲಿ ಪ್ರಯಾಣಿಸಿದ ಒಟ್ಟು ಪ್ರಯಾಣಿಕರ ಸಂಖ್ಯೆ (ಪುರುಷರು ಸೇರಿದಂತೆ) 801.54 ಕೋಟಿಯಾಗಿದೆ. ಇದರಲ್ಲಿ 474.82 ಕೋಟಿ ಮಹಿಳಾ ಪ್ರಯಾಣಿಕರು ಸೇರಿದ್ದಾರೆ. ನಾಲ್ಕು ಬಸ್ ನಿಗಮಗಳ ಪೈಕಿ ಬಿಎಂಟಿಸಿಯಲ್ಲಿ 150 ಕೋಟಿ ಮಹಿಳಾ ಪ್ರಯಾಣಿಕರು ಉಚಿತವಾಗಿ ಪ್ರಯಾಣಿಸಿದ್ದಾರೆ. ಕೆಎಸ್‌ಆರ್‌ಟಿಸಿ 144 ಕೋಟಿ, ಕಲ್ಯಾಣ ಕರ್ನಾಟಕ ಸಾರಿಗೆ 68 ಕೋಟಿ ಹಾಗೂ ವಾಯವ್ಯ ಕರ್ನಾಟಕ ಸಾರಿಗೆ ಬಸ್‌ಗಳಲ್ಲಿ 111 ಕೋಟಿ ಮಹಿಳಾ ಪ್ರಯಾಣಿಕರು ಪ್ರಯಾಣಿಸಿದ್ದಾರೆ. ಮಹಿಳಾ ಪ್ರಯಾಣಿಕರ ಒಟ್ಟು ಟಿಕೆಟ್ ಮೌಲ್ಯದಲ್ಲಿ, ಕೆಎಸ್‌ಆರ್‌ಟಿಸಿ 4,556 ಕೋಟಿ ರೂ. ಗಳೊಂದಿಗೆ ಅಗ್ರ ಸ್ಥಾನದಲ್ಲಿದೆ. ನಂತರ ವಾಯವ್ಯ ಕರ್ನಾಟಕ ಸಾರಿಗೆ 2,968 ಕೋಟಿ ರೂ., ಕೆಕೆಆರ್‌ಟಿಸಿ 2,408 ಕೋಟಿ ರೂ. ಮತ್ತು ಬಿಎಂಟಿಸಿ 2,061 ಕೋಟಿ ರೂ. ಗಳೊಂದಿಗೆ ನಾಲ್ಕನೇ ಸ್ಥಾನದಲ್ಲಿದೆ. ಶಕ್ತಿ ಯೋಜನೆ ಜಾರಿಗೆ ಬಂದ ಬಳಿಕ ರಾಜ್ಯ ಸರ್ಕಾರ ಶಕ್ತಿ ಸ್ಮಾರ್ಟ್ ಕಾರ್ಡ್ ನೀಡಲು ಮುಂದಾಗಿದ್ದು, ಇದಕ್ಕಾಗಿ ಸಾರಿಗೆ ನಿಗಮ ತಂತ್ರಾಂಶ ಅಭಿವೃದ್ಧಿಪಡಿಸುತ್ತಿದೆ ಎಂದು ತಿಳಿಸಲಾಗಿದೆ. ನಾಲ್ಕು ಸಾರಿಗೆ ನಿಗಮಗಳಿಂದ ಶಕ್ತಿ ಯೋಜನೆಯಿಂದ ಉಂಟಾಗಿರುವ ನಷ್ಟದ ಮೊತ್ತವನ್ನು ಸರ್ಕಾರ ನೀಡುತ್ತಿದೆ.	[556, 962, 700, 1186]
bus-col1: ಬೆಂಗಳೂರು: ರಾಜ್ಯದ ಆಡಳಿತಾರೂಢ ಕಾಂಗ್ರೆಸ್ ಸರ್ಕಾರದ ಐದು ಗ್ಯಾರಂಟಿ ಯೋಜನೆಗಳಲ್ಲಿ ಒಂದಾದ ಶಕ್ತಿ ಯೋಜನೆ ಎರಡು ವರ್ಷಗಳನ್ನು ಪೂರೈಸಿದ್ದು, ಯೋಜನೆಯಡಿ ಈವರೆಗೆ 475 ಕೋಟಿಗೂ ಹೆಚ್ಚು ಮಹಿಳೆಯರು ಉಚಿತವಾಗಿ ಪ್ರಯಾಣಿಸಿದ್ದಾರೆ. ಸಾರಿಗೆ ನಿಗಮಗಳಿಗೆ 11,994 ಕೋಟಿ ರೂ. ಮೌಲ್ಯದ ಟಿಕೆಟ್‌ಗಳನ್ನು ನೀಡಲಾಗಿದೆ ಎಂದು ತಿಳಿಸಲಾಗಿದೆ. ಕರ್ನಾಟಕದಲ್ಲಿ ಕಾಂಗ್ರೆಸ್ ಅಧಿಕಾರಕ್ಕೆ ಬಂದ ಬಳಿಕ ರಾಜ್ಯದಲ್ಲಿ ಜಾರಿಗೆ ತಂದ ಮೊದಲ ಗ್ಯಾರಂಟಿ ಯೋಜನೆ ಇದಾಗಿದ್ದು, ಯೋಜನೆಗೆ ಅಗಾಧ ಪ್ರತಿಕ್ರಿಯೆ ವ್ಯಕ್ತವಾಗುತ್ತಿದೆ. ಯೋಜನೆಯು ಮಹಿಳಾ ಪ್ರಯಾಣಿಕರ ಸಂಖ್ಯೆಯನ್ನಷ್ಟೇ ಅಲ್ಲದೆ, ಪುರುಷ ಪ್ರಯಾಣಿಕರ ಸಂಖ್ಯೆಯನ್ನೂ ಹೆಚ್ಚಿಸಿರುವುದು ಗಮನಾರ್ಹ. ಶಕ್ತಿ ಯೋಜನೆಗಳು ಇದೀಗ ರಾಜ್ಯಗಳ ಗಮನವನ್ನೂ ಸೆಳೆದಿದ್ದು, ಹಲವು ರಾಜ್ಯಗಳು ಇದೇ ಮಾದರಿಯ ಯೋಜನೆ ಜಾರಿಗೆ ತರಲು ಮುಂದಾಗಿವೆ. ಈ ಯೋಜನೆಯು ಧಾರ್ಮಿಕ ಕ್ಷೇತ್ರಗಳಿಗೆ ಭೇಟಿ ನೀಡುವವರ ಸಂಖ್ಯೆಯನ್ನೂ ಹೆಚ್ಚಿಸಿದೆ.	[252, 962, 398, 1132]
mumbai-col2: 51,802 ಮಂದಿ ಬಲಿಯಾಗಿದ್ದಾರೆ. ಇದು ಸಂಖ್ಯೆ ಪ್ರತಿದಿನ ಸರಾಸರಿ ಏಳು ಸಾವುಗಳು ಸಂಭವಿಸುತ್ತವೆ. ಮುಂಬೈ ಲೋಕಲ್ ರೈಲುಗಳಲ್ಲಿ ಸಾವು ದೀರ್ಘ ಇತಿಹಾಸ ಹೊಂದಿದ್ದು, ರೈಲ್ವೆ ಇಲಾಖೆ ಕೂಡ ಇದಕ್ಕೆ ಸಾಕಷ್ಟು ಕ್ರಮಗಳನ್ನು ಕೈಗೊಂಡಿದೆ. ನಿಲ್ದಾಣಗಳಲ್ಲಿ ಮೇಲ್ಸೇತುವೆ, ಸಾಲುಗಳು, ಫೆನ್ಸಿಂಗ್ ವಿಸ್ತರಣೆ ಹೀಗೆ ಹಲವು ಕ್ರಮಗಳನ್ನು ಕೈಗೊಂಡಿದ್ದರೂ ಸಾವು ನಿಂತಿಲ್ಲ. ಇದೇ ಕಾರಣಕ್ಕೆ ಕೆಲವು ಬದಲಾವಣೆ ಮಾಡುವುದು, ಬೋಗಿಗಳಿಗೆ ಸ್ವಯಂ ಚಾಲಿತ ಬಾಗಿಲುಗಳ ಅಳವಡಿಸಲು ರೈಲ್ವೆ ಇಲಾಖೆ ಘೋಷಿಸಿದೆ. ಆದರೆ, ಕಿಕ್ಕಿರಿದು ತುಂಬುವ ಬೋಗಿಗಳಲ್ಲಿ ಈ ಕ್ರಮ ಮತ್ತಷ್ಟು ಸಮಸ್ಯೆ ಸೃಷ್ಟಿಸಬಹುದು ಎಂದು ತಜ್ಞರು ಎಚ್ಚರಿಸಿದ್ದಾರೆ. ಎಸಿ ರಹಿತ ಬೋಗಿಗಳಿಗೆ ಸ್ವಯಂ ಚಾಲಿತ ಬಾಗಿಲುಗಳನ್ನು ಅಳವಡಿಸುವುದರಿಂದ ಆ ಬೋಗಿಗಳಲ್ಲಿರುವ ಪ್ರಯಾಣಿಕರಿಗೆ ಉಸಿರುಗಟ್ಟುವ ಸಾಧ್ಯತೆ ಇದೆ ಎನ್ನುವ ಆತಂಕ ವ್ಯಕ್ತವಾಗಿದೆ. ಇದ್ದಲ್ಲಿ ರೈಲು ಬೋಗಿಗಳಲ್ಲಿ ಫ್ಯಾನ್	[404, 312, 550, 472]
caste-headline: ಹೊಸದಾಗಿ ಜಾತಿ ಗಣತಿ ಅಲ್ಪಸಂಖ್ಯಾತರ ಮೀಸಲಾತಿ ಹೆಚ್ಚಿಸುವ ಪಿತೂರಿ: ಶೋಭಾ ಕರಂದ್ಲಾಜೆ	[742, 857, 906, 911]
cm-siddaramaiah-photo	[708, 308, 940, 420]
covid-col3: ಸಭೆಯಲ್ಲಿ ಕೋವಿಡ್ ಸೋಂಕಿನ ಪ್ರಸ್ತುತ ಪರಿಸ್ಥಿತಿ ಮತ್ತು ಮುಂಜಾಗ್ರತಾ ಕ್ರಮಗಳ ಕುರಿತು ಚರ್ಚಿಸಲಾಯಿತು. ಜನರಲ್ಲಿ ಆತಂಕ ಬೇಡ, ಆದರೆ ಎಚ್ಚರಿಕೆಯಿಂದ ಇರಬೇಕು ಎಂದು ಸೂಚಿಸಲಾಯಿತು. ಕೋವಿಡ್ ಪರೀಕ್ಷೆಯನ್ನು ಹೆಚ್ಚಿಸಲಾಗಿದ್ದು, ಪ್ರತಿದಿನ ಸರಾಸರಿ 500 ಪರೀಕ್ಷೆ ನಡೆಸಲಾಗುತ್ತಿದೆ. 10 ದಿನಗಳಲ್ಲಿ 5,000 ಕ್ಕೂ ಹೆಚ್ಚು ಪರೀಕ್ಷೆ ನಡೆಸಲಾಗಿದೆ.	[472, 1388, 696, 1430]
caste-body-bottom: ಎಂದಿದ್ದಾರೆ. ಇದಲ್ಲದೆ, ಸಿದ್ದರಾಮಯ್ಯ ಅಧಿಕಾರಕ್ಕೆ ಬಂದಾಗಲೆಲ್ಲಾ ಅವರು ಧರ್ಮ ಮತ್ತು ಜಾತಿಯ ಆಧಾರದ ಮೇಲೆ ಜನರನ್ನು ವಿಭಜಿಸಲು ಪ್ರಯತ್ನಿಸುತ್ತಾರೆ. ಹೊಸದಾಗಿ ಜಾತಿ ಗಣತಿ ನಡೆಸುವ ಮೂಲಕ ಜನರನ್ನು ಮತ್ತು ಸಮುದಾಯಗಳನ್ನು ವಿಭಜಿಸಲು ಪ್ರಯತ್ನಿಸುತ್ತಿದ್ದಾರೆ. ಮೊದಲು ಬಳಿಕ ಅವರು ಜಾತಿ ಗಣತಿ ವರದಿ ಬಿಡುಗಡೆ ಮಾಡಿ ಮುಸ್ಲಿಮರಿಗೆ ಮೀಸಲಾತಿ ಹೆಚ್ಚಳ ಮಾಡುತ್ತಾರೆ. ಅವರು ಇದನ್ನು ಒಪ್ಪಿಕೊಳ್ಳಲು ಸಾಧ್ಯವಿಲ್ಲ ಎಂದು ಹೇಳಿದ್ದಾರೆ. ಏಪ್ರಿಲ್‌ನಲ್ಲಿ ಕರ್ನಾಟಕ ಸಚಿವ ಸಂಪುಟ ಜಾತಿ ಗಣತಿ ವರದಿ ಕುರಿತು ಚರ್ಚೆ ನಡೆಸಿತ್ತು. ಈ ಮಧ್ಯೆ ಕಾಂಗ್ರೆಸ್ ಹೈಕಮಾಂಡ್ ಜಾತಿ ಗಣತಿ ಮರು ಸಮೀಕ್ಷೆಗೆ ಸೂಚಿಸಿತ್ತು. ಜೂನ್ 10ರಂದು ಸಿದ್ದರಾಮಯ್ಯ ಅವರನ್ನು ಭೇಟಿಯಾಗಿ ಹೊಸದಾಗಿ ಜಾತಿ ಗಣತಿ ನಡೆಸುವ ಸಂಬಂಧ ಚರ್ಚಿಸಿದರು. ಈ ಬಗ್ಗೆ ಕೇಂದ್ರ ಸಚಿವೆ, ಕಳೆದ 10 ವರ್ಷಗಳ ಇದಕ್ಕಾಗಿ ಸಿಕ್ಕಿದ್ದು, ಹೊಸ ಜಾತಿ ಗಣತಿಯಿಂದ ಅವರು ಯಾವ ಉದ್ದೇಶ ಸಾಧಿಸುತ್ತಾರೆ ಎಂದು ಪ್ರಶ್ನಿಸಿದರು. 90 ದಿನಗಳಲ್ಲಿ ಜಾತಿ ಗಣತಿ ಮರು ಸಮೀಕ್ಷೆ ಪೂರ್ಣಗೊಳ್ಳುವ ಬಗ್ಗೆ ಅನುಮಾನ ವ್ಯಕ್ತಪಡಿಸಿದ ಅವರು, ಎಸ್ ಕಿರಿಯ ಜನರನ್ನು ಪರಿಗಣಿಸಲಾಗುತ್ತಿದೆ. ಬೆಂಗಳೂರಿನಲ್ಲಿ ಆರ್‌ಸಿಬಿ ವಿಜಯೋತ್ಸವದ ಸಂದರ್ಭದಲ್ಲಿ ಕಾಲ್ತುಳಿತ ಸಂಭವಿಸಿದ ದುರಂತ ಕುರಿತು ಮಾತನಾಡಿದ ಅವರು, ಇದು ಸರ್ಕಾರದ ಬೇಜವಾಬ್ದಾರಿತನಕ್ಕೆ ಸಾಕ್ಷಿ ಎಂದು ಟೀಕಿಸಿದರು.	[708, 1172, 940, 1321]
page-number: ಪುಟ–2	[900, 8, 935, 23]
shloka: ಇದಂ ತು ತೇ ಗುಹ್ಯತಮಮ್ ಪ್ರವಕ್ಷ್ಯಾಮ್ಯನಸೂಯವೇ । ಜ್ಞಾನಂ ವಿಜ್ಞಾನಸಹಿತಮ್ ಯಜ್ಜ್ಞಾತ್ವಾ ಮೋಕ್ಷ್ಯಸೇಽಶುಭಾತ್॥9–01॥	[59, 222, 185, 276]
verse-intro: ಅಥ ನವಮೋಽಧ್ಯಾಯಃ ರಾಜ ವಿದ್ಯಾ ರಾಜಗುಹ್ಯ ಯೋಗಃ ಶ್ರೀ ಭಗವಾನುವಾಚ	[76, 163, 168, 203]
mumbai-headline: ಎಸಿ ರಹಿತ ಬೋಗಿಗಳಿಗೆ ಸ್ವಯಂ ಚಾಲಿತ ಬಾಗಿಲುಗಳನ್ನು ಅಳವಡಿಸುವುದರಿಂದ ಆ ಬೋಗಿಗಳಲ್ಲಿರುವ ಪ್ರಯಾಣಿಕರಿಗೆ ಉಸಿರುಗಟ್ಟುವ ಸಾಧ್ಯತೆ	[252, 64, 698, 109]
